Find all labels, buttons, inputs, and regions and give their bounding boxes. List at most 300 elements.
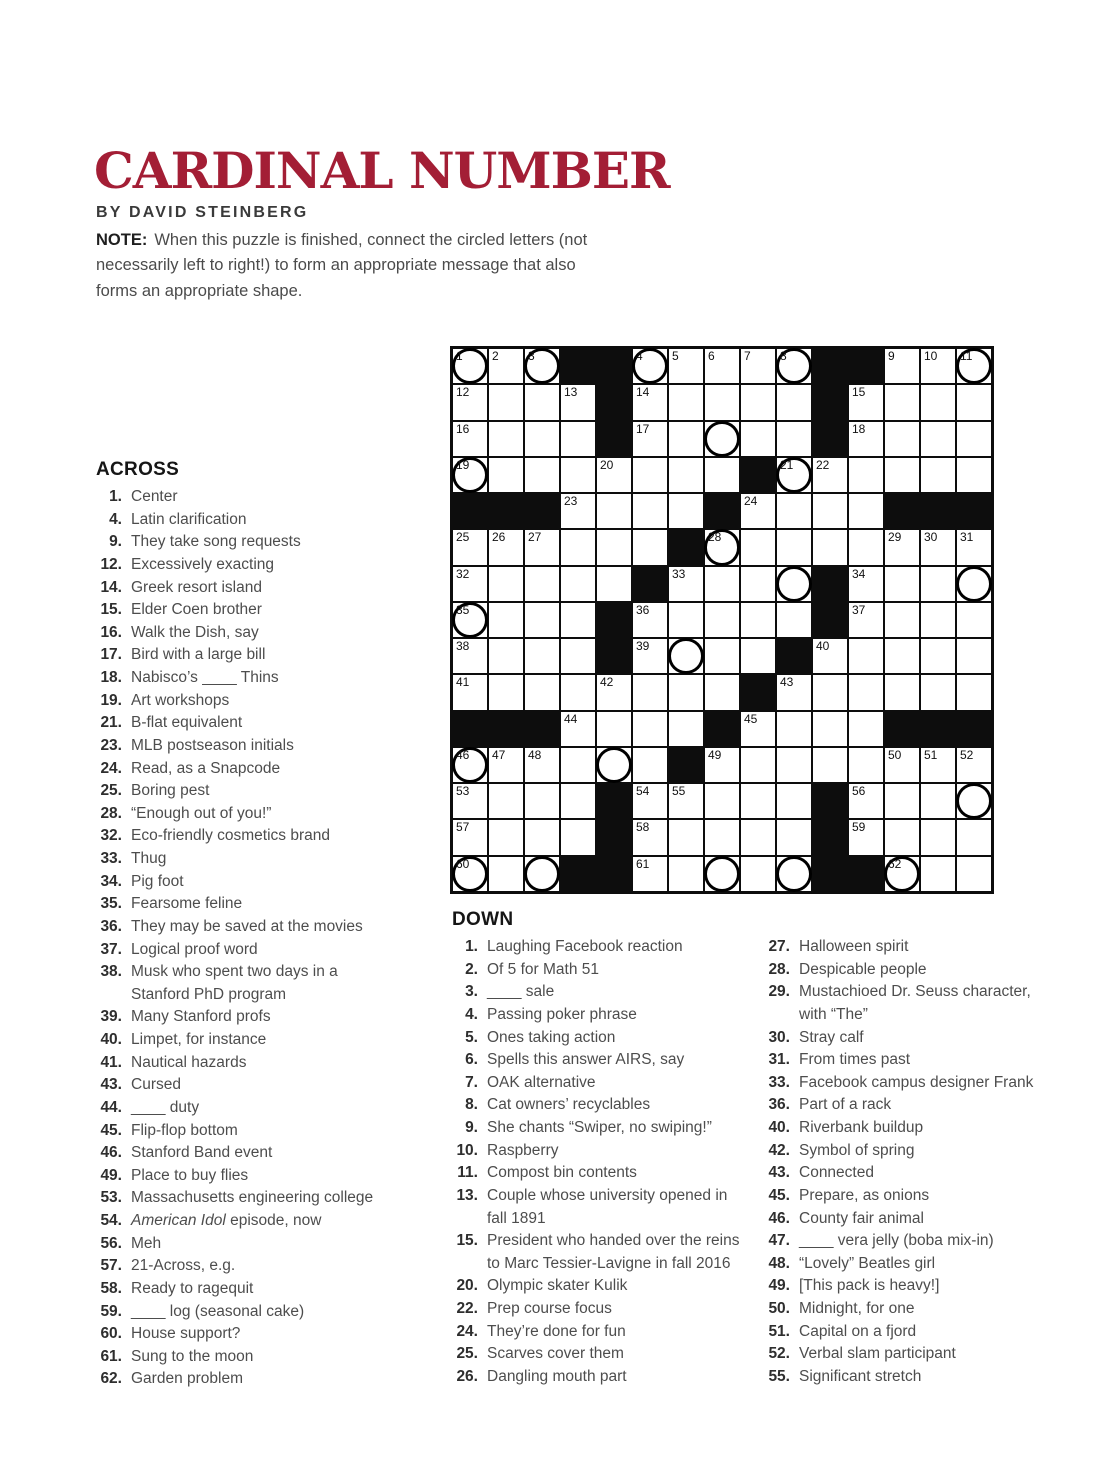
grid-cell[interactable] <box>525 458 559 492</box>
grid-cell[interactable] <box>597 494 631 528</box>
clue-number: 33. <box>768 1073 790 1091</box>
black-square <box>453 712 487 746</box>
grid-cell[interactable] <box>453 567 487 601</box>
clue-text: President who handed over the reins to Marc Tessier-Lavigne in fall 2016 <box>487 1232 740 1272</box>
grid-cell[interactable] <box>453 422 487 456</box>
grid-cell[interactable] <box>597 458 631 492</box>
grid-cell[interactable] <box>777 603 811 637</box>
clue-item <box>96 1097 390 1120</box>
clue-text: Eco-friendly cosmetics brand <box>131 827 330 845</box>
grid-cell[interactable] <box>957 567 991 601</box>
black-square <box>597 603 631 637</box>
grid-cell[interactable] <box>597 675 631 709</box>
clue-text: Excessively exacting <box>131 555 275 573</box>
grid-cell[interactable] <box>957 675 991 709</box>
grid-cell[interactable] <box>561 458 595 492</box>
grid-cell[interactable] <box>957 530 991 564</box>
grid-cell[interactable] <box>489 748 523 782</box>
grid-cell[interactable] <box>957 603 991 637</box>
grid-cell[interactable] <box>849 567 883 601</box>
clue-item <box>96 667 390 690</box>
clue-text: Musk who spent two days in a Stanford PhD program <box>131 963 338 1003</box>
grid-cell[interactable] <box>453 748 487 782</box>
cell-number: 51 <box>924 747 938 762</box>
grid-cell[interactable] <box>489 385 523 419</box>
grid-cell[interactable] <box>921 603 955 637</box>
clue-item <box>96 554 390 577</box>
grid-cell[interactable] <box>705 820 739 854</box>
grid-cell[interactable] <box>669 385 703 419</box>
grid-cell[interactable] <box>849 820 883 854</box>
grid-cell[interactable] <box>633 784 667 818</box>
grid-cell[interactable] <box>453 784 487 818</box>
grid-cell[interactable] <box>921 820 955 854</box>
grid-cell[interactable] <box>561 494 595 528</box>
clue-number: 10. <box>456 1141 478 1159</box>
grid-cell[interactable] <box>669 567 703 601</box>
grid-cell[interactable] <box>741 349 775 383</box>
grid-cell[interactable] <box>669 820 703 854</box>
grid-cell[interactable] <box>525 857 559 891</box>
note-label: NOTE: <box>96 231 148 249</box>
black-square <box>957 494 991 528</box>
grid-cell[interactable] <box>957 820 991 854</box>
grid-cell[interactable] <box>453 820 487 854</box>
grid-cell[interactable] <box>885 349 919 383</box>
grid-cell[interactable] <box>489 458 523 492</box>
grid-cell[interactable] <box>633 349 667 383</box>
clue-number: 45. <box>768 1186 790 1204</box>
grid-cell[interactable] <box>921 458 955 492</box>
clue-number: 3. <box>465 983 478 1001</box>
grid-cell[interactable] <box>849 603 883 637</box>
grid-cell[interactable] <box>633 639 667 673</box>
clue-item <box>96 1029 390 1052</box>
clue-item <box>96 690 390 713</box>
grid-cell[interactable] <box>849 422 883 456</box>
clue-item <box>764 981 1058 1026</box>
clue-text: Ready to ragequit <box>131 1279 254 1297</box>
grid-cell[interactable] <box>453 349 487 383</box>
grid-cell[interactable] <box>669 422 703 456</box>
clue-text: Part of a rack <box>799 1096 892 1114</box>
clue-text: Center <box>131 488 178 505</box>
clue-item <box>452 1275 750 1298</box>
clue-number: 35. <box>100 895 122 913</box>
grid-cell[interactable] <box>453 530 487 564</box>
grid-cell[interactable] <box>705 639 739 673</box>
grid-cell[interactable] <box>705 784 739 818</box>
grid-cell[interactable] <box>741 567 775 601</box>
grid-cell[interactable] <box>705 530 739 564</box>
grid-cell[interactable] <box>489 349 523 383</box>
grid-cell[interactable] <box>849 712 883 746</box>
grid-cell[interactable] <box>705 567 739 601</box>
grid-cell[interactable] <box>741 784 775 818</box>
clue-text: Riverbank buildup <box>799 1119 924 1136</box>
grid-cell[interactable] <box>453 385 487 419</box>
grid-cell[interactable] <box>561 603 595 637</box>
grid-cell[interactable] <box>525 639 559 673</box>
grid-cell[interactable] <box>525 748 559 782</box>
black-square <box>453 494 487 528</box>
grid-cell[interactable] <box>957 748 991 782</box>
clue-text: Passing poker phrase <box>487 1005 637 1023</box>
grid-cell[interactable] <box>561 530 595 564</box>
grid-cell[interactable] <box>921 639 955 673</box>
clue-item <box>96 825 390 848</box>
clue-text: Halloween spirit <box>799 938 909 955</box>
clue-item <box>96 644 390 667</box>
cell-number: 6 <box>708 349 715 363</box>
grid-cell[interactable] <box>597 530 631 564</box>
grid-cell[interactable] <box>885 458 919 492</box>
black-square <box>705 494 739 528</box>
grid-cell[interactable] <box>705 857 739 891</box>
grid-cell[interactable] <box>777 385 811 419</box>
grid-cell[interactable] <box>489 820 523 854</box>
clue-number: 4. <box>109 510 122 528</box>
grid-cell[interactable] <box>597 567 631 601</box>
grid-cell[interactable] <box>633 422 667 456</box>
clue-text: Scarves cover them <box>487 1345 624 1363</box>
grid-cell[interactable] <box>849 385 883 419</box>
cell-number: 31 <box>960 530 974 545</box>
grid-cell[interactable] <box>741 639 775 673</box>
clue-number: 24. <box>100 759 122 777</box>
grid-cell[interactable] <box>885 567 919 601</box>
grid-cell[interactable] <box>669 857 703 891</box>
clue-number: 21. <box>100 714 122 732</box>
clue-text: Greek resort island <box>131 578 262 596</box>
grid-cell[interactable] <box>525 385 559 419</box>
grid-cell[interactable] <box>489 603 523 637</box>
clue-text: Fearsome feline <box>131 895 243 913</box>
grid-cell[interactable] <box>705 422 739 456</box>
grid-cell[interactable] <box>885 422 919 456</box>
grid-cell[interactable] <box>849 530 883 564</box>
grid-cell[interactable] <box>849 458 883 492</box>
clue-number: 25. <box>100 782 122 800</box>
grid-cell[interactable] <box>633 675 667 709</box>
clue-text: MLB postseason initials <box>131 736 294 754</box>
clue-text: Stray calf <box>799 1028 864 1046</box>
grid-cell[interactable] <box>453 603 487 637</box>
clue-item <box>764 1208 1058 1231</box>
clue-text: ____ sale <box>487 983 555 1001</box>
clue-item <box>764 1117 1058 1140</box>
cell-number: 48 <box>528 747 542 762</box>
crossword-grid[interactable] <box>450 346 994 894</box>
grid-cell[interactable] <box>633 385 667 419</box>
grid-cell[interactable] <box>525 820 559 854</box>
clue-number: 9. <box>465 1119 478 1136</box>
grid-cell[interactable] <box>777 458 811 492</box>
grid-cell[interactable] <box>561 712 595 746</box>
grid-cell[interactable] <box>705 603 739 637</box>
grid-cell[interactable] <box>561 820 595 854</box>
black-square <box>741 675 775 709</box>
grid-cell[interactable] <box>849 675 883 709</box>
cell-number: 49 <box>708 747 722 762</box>
cell-number: 38 <box>456 639 470 654</box>
grid-cell[interactable] <box>705 675 739 709</box>
grid-cell[interactable] <box>489 784 523 818</box>
grid-cell[interactable] <box>849 494 883 528</box>
clue-number: 57. <box>100 1257 122 1275</box>
grid-cell[interactable] <box>741 712 775 746</box>
black-square <box>813 820 847 854</box>
clue-number: 44. <box>100 1098 122 1116</box>
grid-cell[interactable] <box>705 349 739 383</box>
clue-number: 59. <box>100 1302 122 1320</box>
grid-cell[interactable] <box>957 385 991 419</box>
grid-cell[interactable] <box>777 820 811 854</box>
grid-cell[interactable] <box>921 349 955 383</box>
grid-cell[interactable] <box>561 567 595 601</box>
grid-cell[interactable] <box>633 530 667 564</box>
grid-cell[interactable] <box>957 784 991 818</box>
grid-cell[interactable] <box>633 712 667 746</box>
grid-cell[interactable] <box>813 639 847 673</box>
clue-number: 49. <box>100 1166 122 1184</box>
clue-text: Prepare, as onions <box>799 1186 930 1204</box>
grid-cell[interactable] <box>813 494 847 528</box>
grid-cell[interactable] <box>453 639 487 673</box>
grid-cell[interactable] <box>561 422 595 456</box>
grid-cell[interactable] <box>777 422 811 456</box>
clue-text: House support? <box>131 1325 241 1343</box>
clue-item <box>96 961 390 1006</box>
grid-cell[interactable] <box>525 784 559 818</box>
grid-cell[interactable] <box>885 784 919 818</box>
cell-number: 7 <box>744 349 751 363</box>
clue-number: 54. <box>100 1212 122 1229</box>
clue-number: 61. <box>100 1347 122 1365</box>
clue-text: Despicable people <box>799 960 927 978</box>
clue-item <box>764 1343 1058 1366</box>
cell-number: 5 <box>672 349 679 363</box>
clue-number: 5. <box>465 1028 478 1046</box>
grid-cell[interactable] <box>453 458 487 492</box>
grid-cell[interactable] <box>813 675 847 709</box>
grid-cell[interactable] <box>669 458 703 492</box>
grid-cell[interactable] <box>561 385 595 419</box>
grid-cell[interactable] <box>777 857 811 891</box>
clue-number: 11. <box>457 1164 478 1182</box>
grid-cell[interactable] <box>669 639 703 673</box>
black-square <box>885 494 919 528</box>
grid-cell[interactable] <box>741 748 775 782</box>
grid-cell[interactable] <box>741 603 775 637</box>
grid-cell[interactable] <box>453 857 487 891</box>
clue-item <box>96 1278 390 1301</box>
clue-number: 43. <box>768 1164 790 1182</box>
grid-cell[interactable] <box>741 385 775 419</box>
grid-cell[interactable] <box>885 675 919 709</box>
grid-cell[interactable] <box>705 748 739 782</box>
clue-number: 1. <box>465 938 478 955</box>
grid-cell[interactable] <box>921 857 955 891</box>
clue-item <box>764 1162 1058 1185</box>
grid-cell[interactable] <box>921 675 955 709</box>
grid-cell[interactable] <box>777 748 811 782</box>
cell-number: 15 <box>852 385 866 400</box>
grid-cell[interactable] <box>561 639 595 673</box>
grid-cell[interactable] <box>489 422 523 456</box>
clue-number: 13. <box>456 1186 478 1204</box>
grid-cell[interactable] <box>885 603 919 637</box>
grid-cell[interactable] <box>777 494 811 528</box>
grid-cell[interactable] <box>705 385 739 419</box>
grid-cell[interactable] <box>489 639 523 673</box>
clue-text: Cursed <box>131 1076 181 1094</box>
grid-cell[interactable] <box>489 675 523 709</box>
black-square <box>597 422 631 456</box>
grid-cell[interactable] <box>525 675 559 709</box>
grid-cell[interactable] <box>777 712 811 746</box>
clue-number: 36. <box>100 917 122 935</box>
clue-item <box>96 1052 390 1075</box>
grid-cell[interactable] <box>921 422 955 456</box>
grid-cell[interactable] <box>633 494 667 528</box>
black-square <box>669 530 703 564</box>
grid-cell[interactable] <box>885 748 919 782</box>
grid-cell[interactable] <box>633 820 667 854</box>
black-square <box>813 784 847 818</box>
cell-number: 14 <box>636 385 650 400</box>
black-square <box>813 422 847 456</box>
clue-text: Elder Coen brother <box>131 601 262 619</box>
grid-cell[interactable] <box>453 675 487 709</box>
clue-number: 32. <box>100 827 122 845</box>
grid-cell[interactable] <box>777 784 811 818</box>
grid-cell[interactable] <box>777 530 811 564</box>
grid-cell[interactable] <box>633 857 667 891</box>
clue-item <box>452 1185 750 1230</box>
grid-cell[interactable] <box>741 422 775 456</box>
grid-cell[interactable] <box>957 639 991 673</box>
puzzle-note <box>96 228 620 304</box>
clue-text: Walk the Dish, say <box>131 623 259 641</box>
clue-number: 31. <box>768 1051 790 1069</box>
grid-cell[interactable] <box>957 349 991 383</box>
clue-text: “Enough out of you!” <box>131 804 272 822</box>
grid-cell[interactable] <box>921 748 955 782</box>
grid-cell[interactable] <box>813 530 847 564</box>
clue-number: 30. <box>768 1028 790 1046</box>
cell-number: 17 <box>636 421 650 436</box>
grid-cell[interactable] <box>705 458 739 492</box>
grid-cell[interactable] <box>669 603 703 637</box>
grid-cell[interactable] <box>669 675 703 709</box>
clue-number: 15. <box>456 1232 478 1250</box>
down-heading: DOWN <box>452 909 514 930</box>
grid-cell[interactable] <box>849 784 883 818</box>
grid-cell[interactable] <box>525 530 559 564</box>
grid-cell[interactable] <box>921 784 955 818</box>
black-square <box>813 603 847 637</box>
clue-item <box>96 1074 390 1097</box>
grid-cell[interactable] <box>525 603 559 637</box>
grid-cell[interactable] <box>777 567 811 601</box>
clue-item <box>96 712 390 735</box>
cell-number: 35 <box>456 602 470 617</box>
cell-number: 47 <box>492 747 506 762</box>
grid-cell[interactable] <box>777 349 811 383</box>
grid-cell[interactable] <box>849 639 883 673</box>
clue-item <box>452 1049 750 1072</box>
cell-number: 10 <box>924 349 938 363</box>
grid-cell[interactable] <box>885 530 919 564</box>
grid-cell[interactable] <box>597 748 631 782</box>
grid-cell[interactable] <box>633 458 667 492</box>
grid-cell[interactable] <box>525 349 559 383</box>
grid-cell[interactable] <box>669 349 703 383</box>
grid-cell[interactable] <box>885 857 919 891</box>
grid-cell[interactable] <box>885 385 919 419</box>
grid-cell[interactable] <box>525 567 559 601</box>
grid-cell[interactable] <box>885 639 919 673</box>
grid-cell[interactable] <box>921 530 955 564</box>
grid-cell[interactable] <box>741 820 775 854</box>
grid-cell[interactable] <box>633 603 667 637</box>
clue-number: 45. <box>100 1121 122 1139</box>
grid-cell[interactable] <box>957 422 991 456</box>
clue-text: Latin clarification <box>131 510 247 528</box>
grid-cell[interactable] <box>885 820 919 854</box>
grid-cell[interactable] <box>741 857 775 891</box>
black-square <box>633 567 667 601</box>
grid-cell[interactable] <box>777 675 811 709</box>
black-square <box>669 748 703 782</box>
grid-cell[interactable] <box>489 857 523 891</box>
clue-item <box>96 1210 390 1233</box>
grid-cell[interactable] <box>669 494 703 528</box>
clue-number: 19. <box>100 691 122 709</box>
clue-text: Compost bin contents <box>487 1164 637 1182</box>
grid-cell[interactable] <box>813 458 847 492</box>
grid-cell[interactable] <box>633 748 667 782</box>
grid-cell[interactable] <box>957 857 991 891</box>
black-square <box>813 857 847 891</box>
grid-cell[interactable] <box>561 675 595 709</box>
grid-cell[interactable] <box>957 458 991 492</box>
clue-item <box>764 1321 1058 1344</box>
grid-cell[interactable] <box>561 748 595 782</box>
grid-cell[interactable] <box>489 530 523 564</box>
clue-text: Raspberry <box>487 1141 559 1159</box>
grid-cell[interactable] <box>669 712 703 746</box>
grid-cell[interactable] <box>813 748 847 782</box>
grid-cell[interactable] <box>597 712 631 746</box>
grid-cell[interactable] <box>921 567 955 601</box>
grid-cell[interactable] <box>849 748 883 782</box>
clue-number: 60. <box>100 1325 122 1343</box>
cell-number: 20 <box>600 457 614 472</box>
grid-cell[interactable] <box>741 494 775 528</box>
clue-text: Pig foot <box>131 872 184 890</box>
clue-item <box>96 871 390 894</box>
grid-cell[interactable] <box>921 385 955 419</box>
grid-cell[interactable] <box>669 784 703 818</box>
grid-cell[interactable] <box>813 712 847 746</box>
black-square <box>741 458 775 492</box>
grid-cell[interactable] <box>489 567 523 601</box>
grid-cell[interactable] <box>561 784 595 818</box>
grid-cell[interactable] <box>741 530 775 564</box>
grid-cell[interactable] <box>525 422 559 456</box>
